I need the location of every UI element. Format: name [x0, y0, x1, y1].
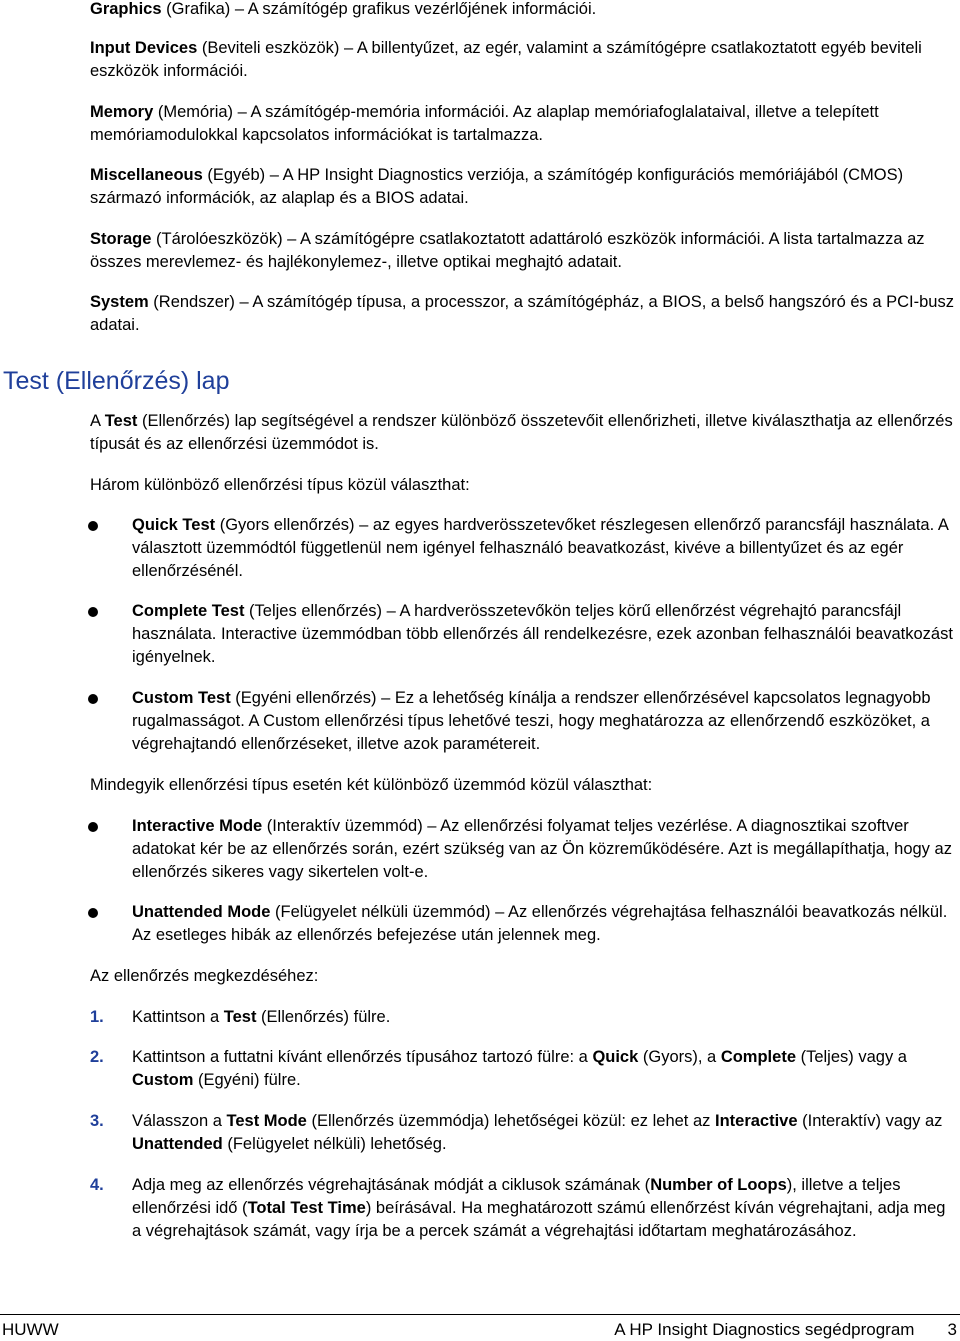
- bullet-icon: [88, 822, 98, 832]
- step-number: 1.: [90, 1008, 104, 1026]
- step-term: Quick: [592, 1048, 639, 1066]
- steps-lead: Az ellenőrzés megkezdéséhez:: [90, 967, 319, 985]
- step-text: ), illetve a teljes ellenőrzési idő (: [132, 1176, 901, 1217]
- type-quick-test: Quick Test (Gyors ellenőrzés) – az egyes hardverösszetevőket részlegesen ellenőrző parancsfájl használata. A választott üzemmódtól függetlenül nem igényel felhasználó beavatkozást, kivéve a billentyűzet és az egér ellenőrzésénél.: [132, 516, 948, 580]
- step-term: Total Test Time: [247, 1199, 366, 1217]
- modes-lead: Mindegyik ellenőrzési típus esetén két különböző üzemmód közül választhat:: [90, 776, 653, 794]
- section-heading: Test (Ellenőrzés) lap: [3, 367, 230, 395]
- def-storage: Storage (Tárolóeszközök) – A számítógépre csatlakoztatott adattároló eszközök információi. A lista tartalmazza az összes merevlemez- és hajlékonylemez-, illetve optikai meghajtó adatait.: [90, 230, 925, 271]
- step-text: (Interaktív) vagy az: [797, 1112, 943, 1130]
- mode-unattended: Unattended Mode (Felügyelet nélküli üzemmód) – Az ellenőrzés végrehajtása felhasználói beavatkozás nélkül. Az esetleges hibák az ellenőrzés befejezése után jelennek meg.: [132, 903, 948, 944]
- type-complete-test: Complete Test (Teljes ellenőrzés) – A hardverösszetevőkön teljes körű ellenőrzést végrehajtó parancsfájl használata. Interactive üzemmódban több ellenőrzés áll rendelkezésre, ezek azonban felhasználói beavatkozást igényelnek.: [132, 602, 953, 666]
- step-text: (Egyéni) fülre.: [193, 1071, 301, 1089]
- step-term: Number of Loops: [650, 1176, 787, 1194]
- step-text: ) beírásával. Ha meghatározott számú ellenőrzést kíván végrehajtani, adja meg a végrehajtások számát, vagy írja be a percek számát a végrehajtási időtartam meghatározásához.: [132, 1199, 946, 1240]
- type-custom-test: Custom Test (Egyéni ellenőrzés) – Ez a lehetőség kínálja a rendszer ellenőrzésével kapcsolatos legnagyobb rugalmasságot. A Custom ellenőrzési típus lehetővé teszi, hogy meghatározza az ellenőrzendő eszközöket, a végrehajtandó ellenőrzéseket, illetve azok paramétereit.: [132, 689, 931, 753]
- step-term: Unattended: [132, 1135, 223, 1153]
- step-2: [132, 1046, 958, 1092]
- step-text: (Teljes) vagy a: [796, 1048, 907, 1066]
- step-text: (Felügyelet nélküli) lehetőség.: [222, 1135, 447, 1153]
- step-text: (Gyors), a: [638, 1048, 721, 1066]
- def-input-devices: Input Devices (Beviteli eszközök) – A billentyűzet, az egér, valamint a számítógépre csatlakoztatott egyéb beviteli eszközök információi.: [90, 39, 922, 80]
- footer-right: [614, 1318, 957, 1341]
- def-miscellaneous: Miscellaneous (Egyéb) – A HP Insight Diagnostics verziója, a számítógép konfigurációs memóriájából (CMOS) származó információk, az alaplap és a BIOS adatai.: [90, 166, 904, 207]
- bullet-icon: [88, 694, 98, 704]
- types-lead: Három különböző ellenőrzési típus közül választhat:: [90, 476, 470, 494]
- page-number: 3: [947, 1320, 957, 1339]
- footer-title: A HP Insight Diagnostics segédprogram: [614, 1320, 915, 1339]
- bullet-icon: [88, 908, 98, 918]
- step-text: Adja meg az ellenőrzés végrehajtásának módját a ciklusok számának (: [132, 1176, 651, 1194]
- step-3: [132, 1110, 958, 1156]
- step-term: Interactive: [715, 1112, 798, 1130]
- footer-rule: [0, 1314, 960, 1315]
- step-term: Test: [223, 1008, 257, 1026]
- step-text: Kattintson a futtatni kívánt ellenőrzés típusához tartozó fülre: a: [132, 1048, 593, 1066]
- step-text: (Ellenőrzés üzemmódja) lehetőségei közül: ez lehet az: [306, 1112, 715, 1130]
- step-text: Kattintson a: [132, 1008, 224, 1026]
- footer-left: HUWW: [2, 1320, 59, 1339]
- step-term: Complete: [720, 1048, 796, 1066]
- step-4: [132, 1174, 958, 1243]
- step-1: [132, 1006, 958, 1029]
- def-memory: Memory (Memória) – A számítógép-memória információi. Az alaplap memóriafoglalataival, illetve a telepített memóriamodulokkal kapcsolatos információkat is tartalmazza.: [90, 103, 879, 144]
- step-term: Test Mode: [226, 1112, 307, 1130]
- step-number: 4.: [90, 1176, 104, 1194]
- step-text: Válasszon a: [132, 1112, 227, 1130]
- step-term: Custom: [132, 1071, 194, 1089]
- def-system: System (Rendszer) – A számítógép típusa, a processzor, a számítógépház, a BIOS, a belső hangszóró és a PCI-busz adatai.: [90, 293, 954, 334]
- step-number: 2.: [90, 1048, 104, 1066]
- intro-paragraph: A Test (Ellenőrzés) lap segítségével a rendszer különböző összetevőit ellenőrizheti, illetve kiválaszthatja az ellenőrzés típusát és az ellenőrzési üzemmódot is.: [90, 412, 953, 453]
- bullet-icon: [88, 521, 98, 531]
- bullet-icon: [88, 607, 98, 617]
- step-text: (Ellenőrzés) fülre.: [256, 1008, 391, 1026]
- def-graphics: Graphics (Grafika) – A számítógép grafikus vezérlőjének információi.: [90, 0, 597, 18]
- mode-interactive: Interactive Mode (Interaktív üzemmód) – Az ellenőrzési folyamat teljes vezérlése. A diagnosztikai szoftver adatokat kér be az ellenőrzés során, ezért szükség van az Ön közreműködésére. Azt is megállapíthatja, hogy az ellenőrzés sikeres vagy sikertelen volt-e.: [132, 817, 952, 881]
- step-number: 3.: [90, 1112, 104, 1130]
